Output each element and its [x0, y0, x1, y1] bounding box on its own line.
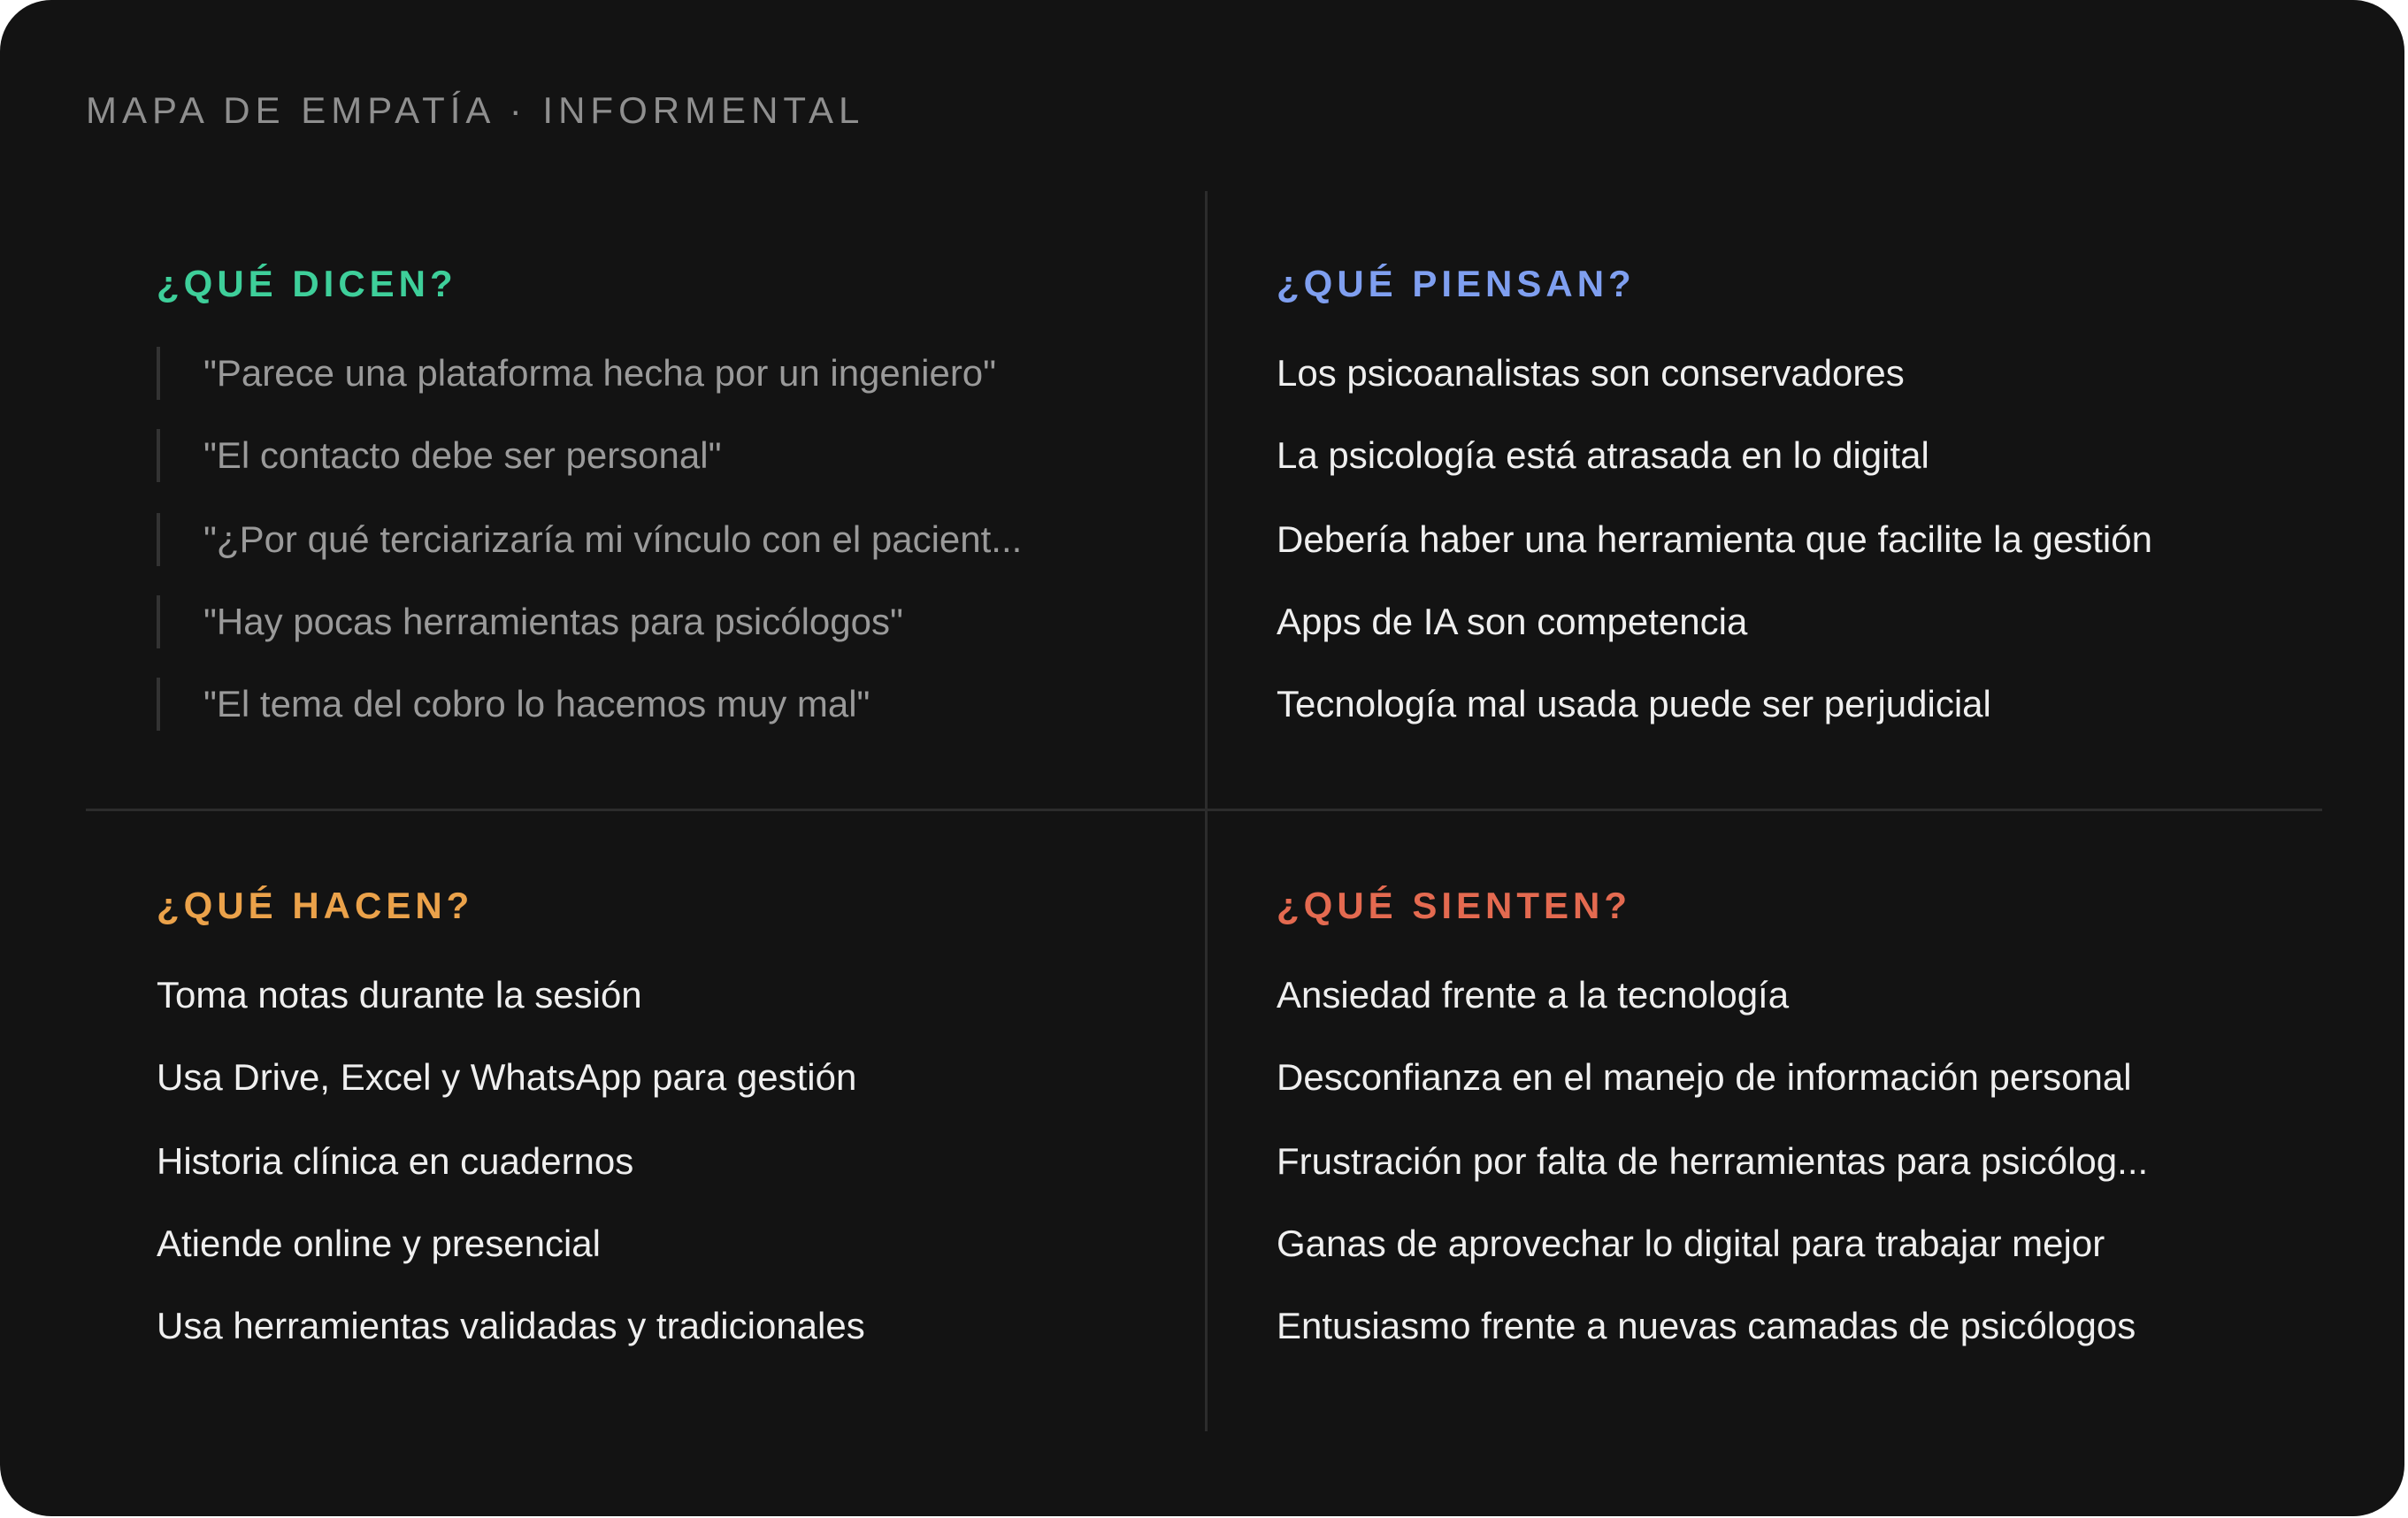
quote-text: "El contacto debe ser personal"	[203, 434, 722, 476]
quote-item	[157, 678, 1165, 731]
quadrant-hacen	[157, 884, 1165, 1382]
quadrant-title-dicen: ¿QUÉ DICEN?	[157, 263, 457, 304]
empathy-map-grid	[86, 191, 2322, 1431]
quote-item	[157, 429, 1165, 482]
dicen-list	[157, 347, 1165, 731]
quote-text: "El tema del cobro lo hacemos muy mal"	[203, 683, 870, 724]
list-item: Ganas de aprovechar lo digital para trabajar mejor	[1277, 1223, 2105, 1264]
quadrant-title-hacen: ¿QUÉ HACEN?	[157, 885, 474, 926]
list-item: Frustración por falta de herramientas para psicólog...	[1277, 1140, 2149, 1182]
list-item: Toma notas durante la sesión	[157, 974, 642, 1016]
quote-bar	[157, 678, 160, 731]
quadrant-piensan	[1277, 262, 2285, 760]
list-item: Ansiedad frente a la tecnología	[1277, 974, 1790, 1016]
hacen-list	[157, 969, 1165, 1353]
quote-bar	[157, 595, 160, 648]
quote-item	[157, 347, 1165, 400]
quote-bar	[157, 513, 160, 566]
quote-text: "Parece una plataforma hecha por un ingeniero"	[203, 352, 997, 394]
list-item: Usa Drive, Excel y WhatsApp para gestión	[157, 1056, 857, 1098]
vertical-divider	[1205, 191, 1208, 1431]
quadrant-sienten	[1277, 884, 2285, 1382]
list-item: Historia clínica en cuadernos	[157, 1140, 634, 1182]
list-item: Los psicoanalistas son conservadores	[1277, 352, 1905, 394]
sienten-list	[1277, 969, 2285, 1353]
list-item: Usa herramientas validadas y tradicionales	[157, 1305, 865, 1346]
list-item: Apps de IA son competencia	[1277, 601, 1748, 642]
list-item: Entusiasmo frente a nuevas camadas de psicólogos	[1277, 1305, 2136, 1346]
quote-bar	[157, 429, 160, 482]
horizontal-divider	[86, 809, 2322, 811]
page-kicker: MAPA DE EMPATÍA · INFORMENTAL	[86, 89, 865, 131]
list-item: Atiende online y presencial	[157, 1223, 601, 1264]
list-item: La psicología está atrasada en lo digital	[1277, 434, 1929, 476]
list-item: Debería haber una herramienta que facilite la gestión	[1277, 518, 2152, 560]
quote-item	[157, 595, 1165, 648]
quote-item	[157, 513, 1165, 566]
quadrant-title-piensan: ¿QUÉ PIENSAN?	[1277, 263, 1636, 304]
piensan-list	[1277, 347, 2285, 731]
quadrant-title-sienten: ¿QUÉ SIENTEN?	[1277, 885, 1632, 926]
quote-text: "¿Por qué terciarizaría mi vínculo con el pacient...	[203, 518, 1023, 560]
list-item: Desconfianza en el manejo de información personal	[1277, 1056, 2132, 1098]
quote-text: "Hay pocas herramientas para psicólogos"	[203, 601, 903, 642]
quote-bar	[157, 347, 160, 400]
list-item: Tecnología mal usada puede ser perjudicial	[1277, 683, 1991, 724]
quadrant-dicen	[157, 262, 1165, 760]
